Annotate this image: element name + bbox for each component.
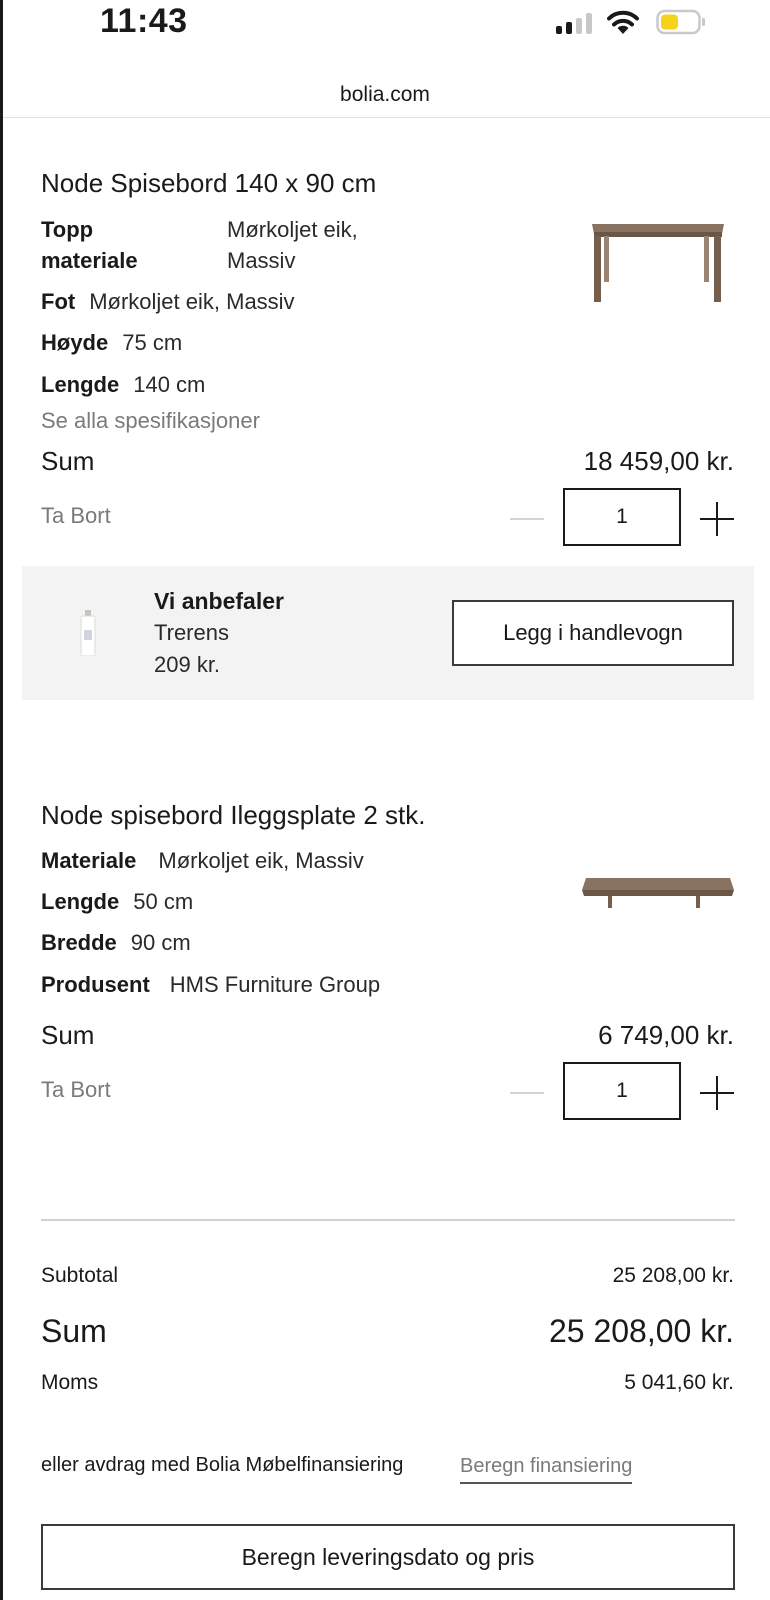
dining-table-image[interactable] [590,222,726,304]
calculate-financing-link[interactable]: Beregn finansiering [460,1455,632,1484]
spec-key: Lengde [41,889,120,914]
spec-row-top-material [41,214,441,276]
cleaner-bottle-image[interactable] [78,610,98,656]
spec-row-length [41,370,205,400]
financing-text: eller avdrag med Bolia Møbelfinansiering [41,1454,404,1476]
spec-row-manufacturer [41,970,380,1000]
quantity-input[interactable]: 1 [563,488,681,546]
spec-row-length [41,887,193,917]
recommendation-product-name[interactable]: Trerens [154,620,229,645]
subtotal-value: 25 208,00 kr. [612,1264,734,1287]
spec-row-material [41,846,364,876]
recommendation-heading: Vi anbefaler [154,588,284,614]
product-title[interactable]: Node Spisebord 140 x 90 cm [41,168,377,198]
spec-value: 140 cm [133,372,206,397]
item-sum-label: Sum [41,1020,95,1050]
spec-key: Bredde [41,930,117,955]
spec-value: Mørkoljet eik, Massiv [227,217,358,273]
recommendation-price: 209 kr. [154,652,221,677]
spec-key: Topp materiale [41,217,138,273]
url-bar[interactable] [0,72,770,118]
battery-icon [656,9,706,35]
wifi-icon [606,8,640,36]
vat-label: Moms [41,1371,99,1394]
spec-value: Mørkoljet eik, Massiv [158,848,364,873]
spec-value: Mørkoljet eik, Massiv [89,289,295,314]
spec-row-width [41,928,191,958]
calculate-delivery-button[interactable]: Beregn leveringsdato og pris [41,1524,735,1590]
spec-key: Produsent [41,972,150,997]
screen-edge [0,0,3,1600]
add-to-cart-button[interactable]: Legg i handlevogn [452,600,734,666]
spec-key: Høyde [41,330,109,355]
increase-quantity-button[interactable] [700,502,734,536]
spec-key: Materiale [41,848,137,873]
table-leaf-image[interactable] [580,876,736,910]
item-sum-value: 6 749,00 kr. [598,1020,734,1050]
spec-value: 75 cm [122,330,183,355]
spec-key: Lengde [41,372,120,397]
spec-value: 90 cm [130,930,191,955]
spec-row-foot [41,287,295,317]
vat-value: 5 041,60 kr. [624,1371,734,1394]
decrease-quantity-button[interactable] [510,1092,544,1094]
spec-key: Fot [41,289,76,314]
total-sum-value: 25 208,00 kr. [548,1313,734,1349]
product-title[interactable]: Node spisebord Ileggsplate 2 stk. [41,800,426,830]
url-domain: bolia.com [340,83,430,106]
total-sum-label: Sum [41,1313,107,1349]
spec-row-height [41,328,182,358]
item-sum-value: 18 459,00 kr. [583,446,734,476]
status-bar [0,0,770,48]
totals-divider [41,1219,735,1221]
see-all-specs-link[interactable]: Se alla spesifikasjoner [41,408,260,433]
cellular-signal-icon [556,12,596,34]
spec-value: 50 cm [133,889,194,914]
recommendation-panel [22,566,754,700]
remove-item-link[interactable]: Ta Bort [41,1077,111,1102]
remove-item-link[interactable]: Ta Bort [41,503,111,528]
subtotal-label: Subtotal [41,1264,119,1287]
decrease-quantity-button[interactable] [510,518,544,520]
item-sum-label: Sum [41,446,95,476]
status-time: 11:43 [100,2,188,40]
quantity-input[interactable]: 1 [563,1062,681,1120]
url-divider [3,117,770,118]
spec-value: HMS Furniture Group [169,972,381,997]
increase-quantity-button[interactable] [700,1076,734,1110]
